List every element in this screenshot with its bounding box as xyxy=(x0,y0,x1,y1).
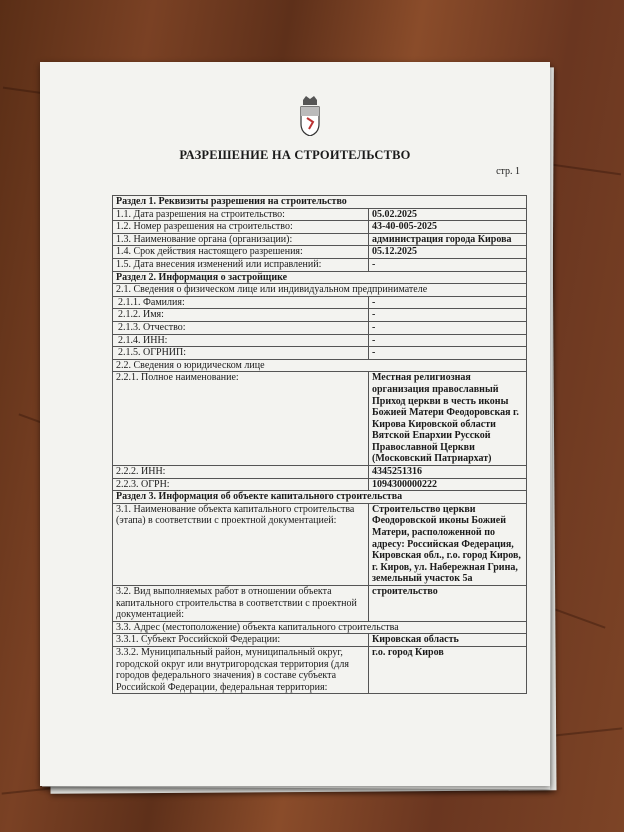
subsection-title: 3.3. Адрес (местоположение) объекта капитального строительства xyxy=(113,621,527,634)
table-row xyxy=(113,372,527,466)
field-value: строительство xyxy=(369,586,527,622)
subsection-title: 2.2. Сведения о юридическом лице xyxy=(113,359,527,372)
field-label: 3.3.1. Субъект Российской Федерации: xyxy=(113,634,369,647)
field-label: 1.3. Наименование органа (организации): xyxy=(113,233,369,246)
field-value: - xyxy=(369,347,527,360)
table-row xyxy=(113,503,527,585)
field-label: 1.2. Номер разрешения на строительство: xyxy=(113,221,369,234)
section-header-row xyxy=(113,196,527,209)
field-value: г.о. город Киров xyxy=(369,646,527,693)
table-row xyxy=(113,334,527,347)
field-label: 2.2.1. Полное наименование: xyxy=(113,372,369,466)
field-value: - xyxy=(369,258,527,271)
field-label: 1.1. Дата разрешения на строительство: xyxy=(113,208,369,221)
page-number: стр. 1 xyxy=(496,166,520,177)
field-label: 2.2.2. ИНН: xyxy=(113,466,369,479)
subsection-title: 2.1. Сведения о физическом лице или индивидуальном предпринимателе xyxy=(113,284,527,297)
table-row xyxy=(113,284,527,297)
table-row xyxy=(113,233,527,246)
table-row xyxy=(113,359,527,372)
table-row xyxy=(113,221,527,234)
field-label: 2.1.4. ИНН: xyxy=(113,334,369,347)
table-row xyxy=(113,478,527,491)
field-value: - xyxy=(369,321,527,334)
field-label: 1.4. Срок действия настоящего разрешения: xyxy=(113,246,369,259)
document-title: РАЗРЕШЕНИЕ НА СТРОИТЕЛЬСТВО xyxy=(179,148,411,162)
field-label: 3.3.2. Муниципальный район, муниципальный округ, городской округ или внутригородская территория (для городов федерального значения) в составе субъекта Российской Федерации, федеральная территория: xyxy=(113,646,369,693)
field-label: 2.1.5. ОГРНИП: xyxy=(113,347,369,360)
field-value: Кировская область xyxy=(369,634,527,647)
table-row xyxy=(113,586,527,622)
table-row xyxy=(113,621,527,634)
document-page xyxy=(40,62,550,786)
field-label: 1.5. Дата внесения изменений или исправлений: xyxy=(113,258,369,271)
table-row xyxy=(113,466,527,479)
field-label: 3.2. Вид выполняемых работ в отношении объекта капитального строительства в соответствии с проектной документацией: xyxy=(113,586,369,622)
table-row xyxy=(113,258,527,271)
permit-table xyxy=(112,195,527,694)
field-value: - xyxy=(369,296,527,309)
field-value: 05.02.2025 xyxy=(369,208,527,221)
table-row xyxy=(113,208,527,221)
field-label: 2.1.1. Фамилия: xyxy=(113,296,369,309)
section-title: Раздел 3. Информация об объекте капитального строительства xyxy=(113,491,527,504)
section-title: Раздел 2. Информация о застройщике xyxy=(113,271,527,284)
field-value: 1094300000222 xyxy=(369,478,527,491)
field-value: - xyxy=(369,309,527,322)
table-row xyxy=(113,309,527,322)
field-value: 05.12.2025 xyxy=(369,246,527,259)
field-label: 2.1.2. Имя: xyxy=(113,309,369,322)
section-header-row xyxy=(113,491,527,504)
table-row xyxy=(113,321,527,334)
field-label: 3.1. Наименование объекта капитального строительства (этапа) в соответствии с проектной документацией: xyxy=(113,503,369,585)
table-row xyxy=(113,646,527,693)
field-label: 2.2.3. ОГРН: xyxy=(113,478,369,491)
field-value: 43-40-005-2025 xyxy=(369,221,527,234)
field-label: 2.1.3. Отчество: xyxy=(113,321,369,334)
table-row xyxy=(113,347,527,360)
field-value: - xyxy=(369,334,527,347)
coat-of-arms-icon xyxy=(299,96,321,136)
field-value: администрация города Кирова xyxy=(369,233,527,246)
section-title: Раздел 1. Реквизиты разрешения на строительство xyxy=(113,196,527,209)
field-value: Местная религиозная организация православный Приход церкви в честь иконы Божией Матери Феодоровская г. Кирова Кировской области Вятской Епархии Русской Православной Церкви (Московский Патриархат) xyxy=(369,372,527,466)
table-row xyxy=(113,634,527,647)
table-row xyxy=(113,246,527,259)
field-value: Строительство церкви Феодоровской иконы Божией Матери, расположенной по адресу: Российская Федерация, Кировская обл., г.о. город Киров, г. Киров, ул. Набережная Грина, земельный участок 5а xyxy=(369,503,527,585)
table-row xyxy=(113,296,527,309)
section-header-row xyxy=(113,271,527,284)
field-value: 4345251316 xyxy=(369,466,527,479)
